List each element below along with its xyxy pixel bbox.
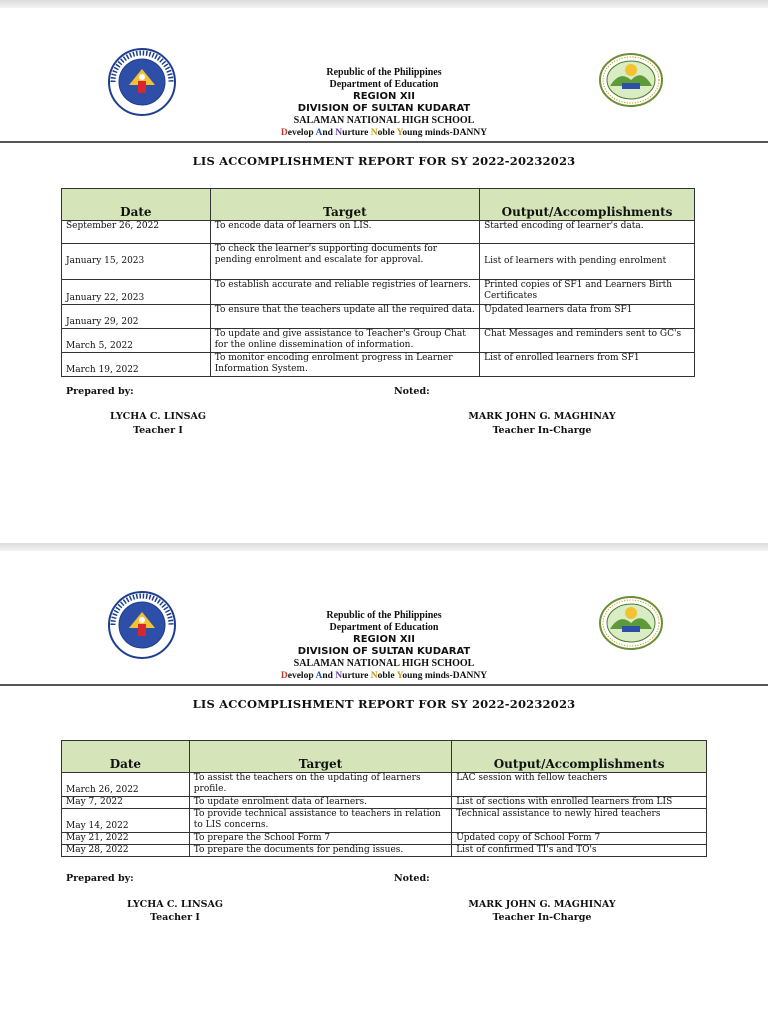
department-line: Department of Education <box>329 622 439 633</box>
row-output: List of sections with enrolled learners from LIS <box>452 797 707 809</box>
page-top-strip <box>0 543 768 551</box>
division-line: DIVISION OF SULTAN KUDARAT <box>297 103 471 114</box>
column-header-output: Output/Accomplishments <box>452 741 707 773</box>
noter-title: Teacher In-Charge <box>492 425 592 436</box>
table-row <box>62 797 707 809</box>
row-target: To ensure that the teachers update all the required data. <box>210 305 479 329</box>
row-date: January 15, 2023 <box>62 244 211 280</box>
column-header-output: Output/Accomplishments <box>480 189 695 221</box>
header-divider <box>0 684 768 686</box>
row-date: January 22, 2023 <box>62 280 211 305</box>
row-output: Printed copies of SF1 and Learners Birth Certificates <box>480 280 695 305</box>
row-target: To establish accurate and reliable registries of learners. <box>210 280 479 305</box>
table-row <box>62 280 695 305</box>
noter-title: Teacher In-Charge <box>492 912 592 923</box>
preparer-name: LYCHA C. LINSAG <box>109 411 207 422</box>
row-target: To prepare the School Form 7 <box>189 833 451 845</box>
table-row <box>62 353 695 377</box>
row-date: May 21, 2022 <box>62 833 190 845</box>
row-output: List of enrolled learners from SF1 <box>480 353 695 377</box>
row-output: Chat Messages and reminders sent to GC's <box>480 329 695 353</box>
prepared-by-label: Prepared by: <box>66 386 134 397</box>
letterhead <box>0 610 768 682</box>
column-header-target: Target <box>210 189 479 221</box>
table-row <box>62 833 707 845</box>
row-target: To assist the teachers on the updating of learners profile. <box>189 773 451 797</box>
table-row <box>62 305 695 329</box>
preparer-name: LYCHA C. LINSAG <box>126 899 224 910</box>
table-row <box>62 221 695 244</box>
row-date: May 14, 2022 <box>62 809 190 833</box>
column-header-date: Date <box>62 741 190 773</box>
department-line: Department of Education <box>329 79 439 90</box>
table-header-row <box>62 741 707 773</box>
republic-line: Republic of the Philippines <box>326 67 442 78</box>
report-page-2 <box>0 543 768 1013</box>
motto-line: Develop And Nurture Noble Young minds-DANNY <box>280 671 488 681</box>
row-output: Updated copy of School Form 7 <box>452 833 707 845</box>
noter-name: MARK JOHN G. MAGHINAY <box>468 899 616 910</box>
row-target: To monitor encoding enrolment progress in Learner Information System. <box>210 353 479 377</box>
column-header-target: Target <box>189 741 451 773</box>
row-date: May 28, 2022 <box>62 845 190 857</box>
motto-line: Develop And Nurture Noble Young minds-DANNY <box>280 128 488 138</box>
table-row <box>62 244 695 280</box>
row-date: March 26, 2022 <box>62 773 190 797</box>
row-date: May 7, 2022 <box>62 797 190 809</box>
row-target: To prepare the documents for pending issues. <box>189 845 451 857</box>
row-date: January 29, 202 <box>62 305 211 329</box>
letterhead <box>0 67 768 139</box>
preparer-title: Teacher I <box>133 425 183 436</box>
column-header-date: Date <box>62 189 211 221</box>
noter-name: MARK JOHN G. MAGHINAY <box>468 411 616 422</box>
accomplishment-table <box>61 188 695 377</box>
row-output: Updated learners data from SF1 <box>480 305 695 329</box>
report-title: LIS ACCOMPLISHMENT REPORT FOR SY 2022-20232023 <box>192 154 576 168</box>
row-target: To provide technical assistance to teachers in relation to LIS concerns. <box>189 809 451 833</box>
report-page-1 <box>0 0 768 470</box>
row-target: To encode data of learners on LIS. <box>210 221 479 244</box>
row-output: List of confirmed TI's and TO's <box>452 845 707 857</box>
header-divider <box>0 141 768 143</box>
row-target: To check the learner's supporting documents for pending enrolment and escalate for approval. <box>210 244 479 280</box>
table-row <box>62 809 707 833</box>
table-header-row <box>62 189 695 221</box>
table-row <box>62 845 707 857</box>
school-line: SALAMAN NATIONAL HIGH SCHOOL <box>293 115 475 126</box>
accomplishment-table <box>61 740 707 857</box>
preparer-title: Teacher I <box>150 912 200 923</box>
region-line: REGION XII <box>353 91 415 102</box>
report-title: LIS ACCOMPLISHMENT REPORT FOR SY 2022-20232023 <box>192 697 576 711</box>
row-target: To update and give assistance to Teacher's Group Chat for the online dissemination of information. <box>210 329 479 353</box>
noted-label: Noted: <box>394 873 430 884</box>
table-row <box>62 329 695 353</box>
row-output: List of learners with pending enrolment <box>480 244 695 280</box>
table-row <box>62 773 707 797</box>
page-top-strip <box>0 0 768 8</box>
school-line: SALAMAN NATIONAL HIGH SCHOOL <box>293 658 475 669</box>
row-date: March 19, 2022 <box>62 353 211 377</box>
row-target: To update enrolment data of learners. <box>189 797 451 809</box>
republic-line: Republic of the Philippines <box>326 610 442 621</box>
row-date: March 5, 2022 <box>62 329 211 353</box>
row-output: LAC session with fellow teachers <box>452 773 707 797</box>
row-output: Started encoding of learner's data. <box>480 221 695 244</box>
region-line: REGION XII <box>353 634 415 645</box>
noted-label: Noted: <box>394 386 430 397</box>
row-date: September 26, 2022 <box>62 221 211 244</box>
division-line: DIVISION OF SULTAN KUDARAT <box>297 646 471 657</box>
row-output: Technical assistance to newly hired teachers <box>452 809 707 833</box>
prepared-by-label: Prepared by: <box>66 873 134 884</box>
